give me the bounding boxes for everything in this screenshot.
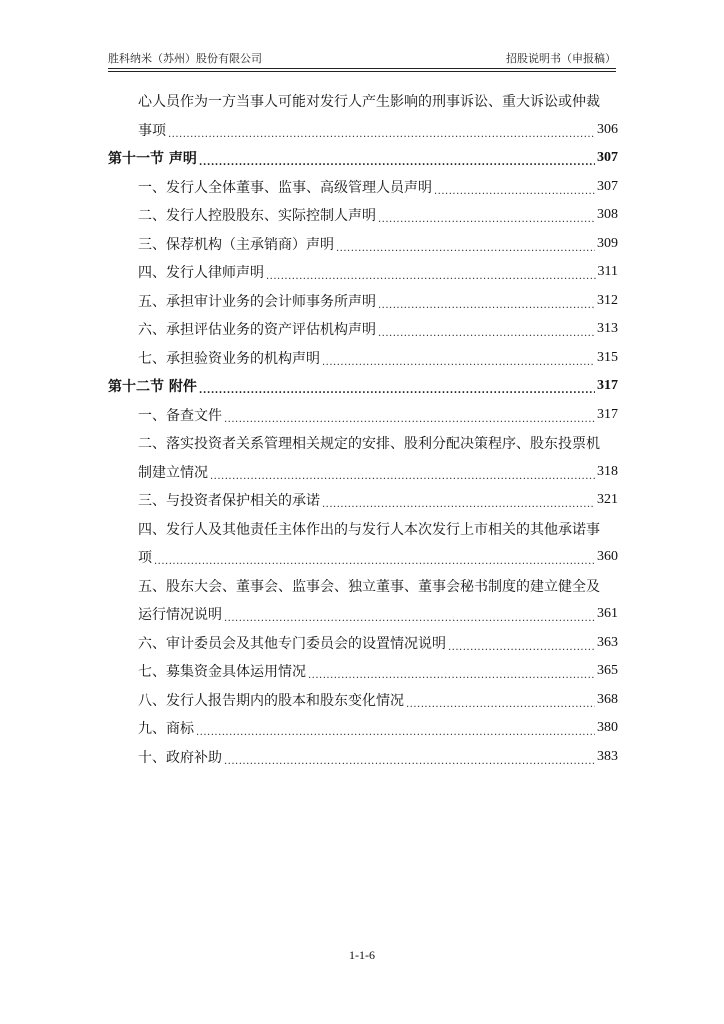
toc-entry-page: 383 [597, 748, 618, 764]
toc-entry-page: 363 [597, 634, 618, 650]
toc-entry-title: 四、发行人及其他责任主体作出的与发行人本次发行上市相关的其他承诺事 [138, 521, 600, 538]
toc-entry-page: 313 [597, 321, 618, 337]
dot-leader [224, 752, 595, 766]
toc-entry-page: 309 [597, 235, 618, 251]
toc-entry-title: 六、承担评估业务的资产评估机构声明 [138, 322, 376, 339]
toc-entry[interactable] [108, 315, 618, 344]
toc-entry-page: 365 [597, 663, 618, 679]
toc-entry-title: 四、发行人律师声明 [138, 265, 264, 282]
toc-entry-title: 六、审计委员会及其他专门委员会的设置情况说明 [138, 635, 446, 652]
toc-entry-title: 运行情况说明 [138, 607, 222, 624]
toc-entry[interactable] [108, 401, 618, 430]
toc-entry[interactable] [108, 629, 618, 658]
dot-leader [448, 638, 595, 652]
toc-entry[interactable] [108, 230, 618, 259]
dot-leader [322, 353, 595, 367]
toc-entry-title: 第十一节 声明 [108, 151, 197, 168]
toc-entry[interactable] [108, 429, 618, 458]
toc-entry[interactable] [108, 743, 618, 772]
toc-entry[interactable] [108, 486, 618, 515]
toc-entry-page: 306 [597, 121, 618, 137]
table-of-contents [108, 87, 618, 771]
toc-entry[interactable] [108, 657, 618, 686]
toc-entry-page: 321 [597, 492, 618, 508]
dot-leader [336, 239, 595, 253]
toc-entry[interactable] [108, 201, 618, 230]
toc-entry[interactable] [108, 87, 618, 116]
dot-leader [224, 609, 595, 623]
toc-entry-page: 312 [597, 292, 618, 308]
dot-leader [322, 495, 595, 509]
dot-leader [378, 210, 595, 224]
dot-leader [266, 267, 596, 281]
toc-entry-title: 五、股东大会、董事会、监事会、独立董事、董事会秘书制度的建立健全及 [138, 578, 600, 595]
dot-leader [308, 666, 595, 680]
toc-entry[interactable] [108, 572, 618, 601]
dot-leader [154, 552, 595, 566]
dot-leader [406, 695, 595, 709]
dot-leader [196, 723, 595, 737]
toc-entry-page: 368 [597, 691, 618, 707]
company-name: 胜科纳米（苏州）股份有限公司 [108, 52, 262, 65]
toc-section-entry[interactable] [108, 144, 618, 173]
toc-entry-title: 八、发行人报告期内的股本和股东变化情况 [138, 692, 404, 709]
page-header [108, 52, 616, 68]
toc-entry-page: 307 [597, 178, 618, 194]
page-number: 1-1-6 [349, 948, 375, 962]
toc-entry-title: 一、发行人全体董事、监事、高级管理人员声明 [138, 179, 432, 196]
toc-entry-title: 五、承担审计业务的会计师事务所声明 [138, 293, 376, 310]
dot-leader [210, 467, 595, 481]
toc-entry-title: 项 [138, 550, 152, 567]
toc-entry[interactable] [108, 515, 618, 544]
toc-entry-title: 七、募集资金具体运用情况 [138, 664, 306, 681]
dot-leader [378, 324, 595, 338]
toc-entry-page: 318 [597, 463, 618, 479]
toc-entry-title: 一、备查文件 [138, 407, 222, 424]
toc-entry-page: 315 [597, 349, 618, 365]
header-rule-thin [108, 71, 616, 72]
toc-entry[interactable] [108, 344, 618, 373]
toc-entry-title: 第十二节 附件 [108, 379, 197, 396]
toc-entry-page: 360 [597, 549, 618, 565]
toc-entry-page: 380 [597, 720, 618, 736]
toc-entry-page: 308 [597, 207, 618, 223]
toc-entry[interactable] [108, 116, 618, 145]
toc-entry[interactable] [108, 287, 618, 316]
document-title: 招股说明书（申报稿） [506, 52, 616, 65]
toc-entry-title: 三、与投资者保护相关的承诺 [138, 493, 320, 510]
toc-entry-title: 七、承担验资业务的机构声明 [138, 350, 320, 367]
toc-section-entry[interactable] [108, 372, 618, 401]
toc-entry-page: 311 [597, 264, 618, 280]
dot-leader [168, 125, 595, 139]
toc-entry-page: 307 [597, 150, 618, 166]
toc-entry-page: 317 [597, 378, 618, 394]
dot-leader [199, 381, 595, 395]
dot-leader [378, 296, 595, 310]
toc-entry-title: 事项 [138, 122, 166, 139]
toc-entry[interactable] [108, 600, 618, 629]
toc-entry-page: 317 [597, 406, 618, 422]
dot-leader [434, 182, 595, 196]
toc-entry[interactable] [108, 714, 618, 743]
toc-entry[interactable] [108, 543, 618, 572]
toc-entry[interactable] [108, 173, 618, 202]
toc-entry[interactable] [108, 458, 618, 487]
toc-entry-title: 二、落实投资者关系管理相关规定的安排、股利分配决策程序、股东投票机 [138, 436, 600, 453]
toc-entry-title: 三、保荐机构（主承销商）声明 [138, 236, 334, 253]
dot-leader [224, 410, 595, 424]
toc-entry-title: 心人员作为一方当事人可能对发行人产生影响的刑事诉讼、重大诉讼或仲裁 [138, 94, 600, 111]
toc-entry[interactable] [108, 686, 618, 715]
toc-entry-page: 361 [597, 606, 618, 622]
toc-entry-title: 二、发行人控股股东、实际控制人声明 [138, 208, 376, 225]
toc-entry-title: 九、商标 [138, 721, 194, 738]
dot-leader [199, 153, 595, 167]
toc-entry[interactable] [108, 258, 618, 287]
header-rule [108, 68, 616, 69]
toc-entry-title: 制建立情况 [138, 464, 208, 481]
toc-entry-title: 十、政府补助 [138, 749, 222, 766]
